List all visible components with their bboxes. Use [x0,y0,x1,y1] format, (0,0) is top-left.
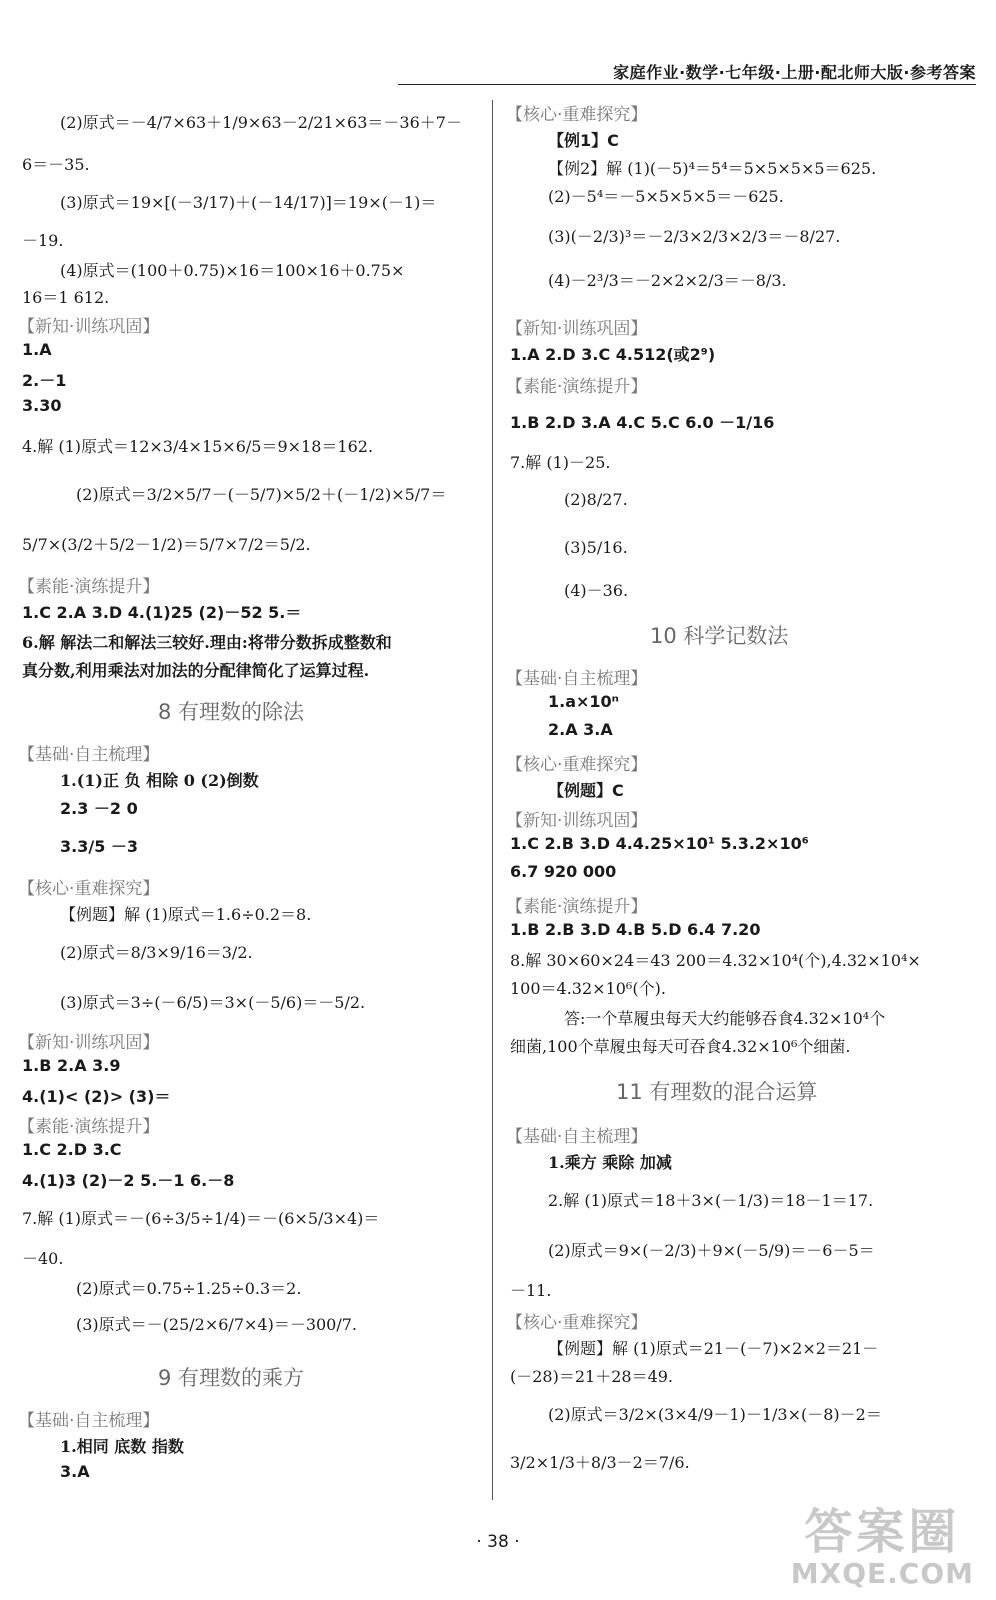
answer-line: 3.3/5 －3 [60,837,139,856]
answer-line: 1.C 2.A 3.D 4.(1)25 (2)－52 5.＝ [22,603,302,622]
section-heading: 【素能·演练提升】 [18,577,160,597]
answer-line: 1.C 2.D 3.C [22,1140,122,1159]
text-line: (2)原式＝9×(－2/3)＋9×(－5/9)＝－6－5＝ [548,1241,875,1260]
section-heading: 【新知·训练巩固】 [506,811,648,831]
text-line: (2)－5⁴＝－5×5×5×5＝－625. [548,187,784,206]
lesson-title: 10 科学记数法 [650,624,789,648]
text-line: 细菌,100个草履虫每天可吞食4.32×10⁶个细菌. [510,1037,851,1056]
answer-line: 【例题】C [548,781,624,800]
section-heading: 【素能·演练提升】 [18,1117,160,1137]
text-line: (2)原式＝3/2×(3×4/9－1)－1/3×(－8)－2＝ [548,1405,882,1424]
page-header: 家庭作业·数学·七年级·上册·配北师大版·参考答案 [613,63,976,82]
text-line: 6.解 解法二和解法三较好.理由:将带分数拆成整数和 [22,633,392,652]
header-rule [398,84,976,85]
text-line: 2.解 (1)原式＝18＋3×(－1/3)＝18－1＝17. [548,1191,874,1210]
text-line: 7.解 (1)原式＝－(6÷3/5÷1/4)＝－(6×5/3×4)＝ [22,1209,380,1228]
text-line: (3)原式＝3÷(－6/5)＝3×(－5/6)＝－5/2. [60,993,366,1012]
text-line: 5/7×(3/2＋5/2－1/2)＝5/7×7/2＝5/2. [22,535,311,554]
text-line: (2)8/27. [564,490,628,509]
text-line: 4.解 (1)原式＝12×3/4×15×6/5＝9×18＝162. [22,437,374,456]
answer-line: 【例1】C [548,131,619,150]
text-line: 8.解 30×60×24＝43 200＝4.32×10⁴(个),4.32×10⁴× [510,951,921,970]
section-heading: 【核心·重难探究】 [506,755,648,775]
lesson-title: 8 有理数的除法 [158,700,305,724]
answer-line: 3.30 [22,396,62,415]
section-heading: 【素能·演练提升】 [506,377,648,397]
text-line: －19. [22,231,64,250]
text-line: (2)原式＝－4/7×63＋1/9×63－2/21×63＝－36＋7－ [60,113,462,132]
section-heading: 【基础·自主梳理】 [18,1411,160,1431]
text-line: 16＝1 612. [22,288,110,307]
text-line: (3)(－2/3)³＝－2/3×2/3×2/3＝－8/27. [548,227,841,246]
text-line: －11. [510,1281,552,1300]
text-line: (3)原式＝19×[(－3/17)＋(－14/17)]＝19×(－1)＝ [60,193,437,212]
watermark-logo [790,1504,974,1590]
text-line: (2)原式＝8/3×9/16＝3/2. [60,943,253,962]
text-line: 【例题】解 (1)原式＝21－(－7)×2×2＝21－ [548,1339,879,1358]
text-line: 6＝－35. [22,155,90,174]
text-line: 100＝4.32×10⁶(个). [510,979,666,998]
text-line: 7.解 (1)－25. [510,453,611,472]
answer-line: 1.A [22,340,52,359]
text-line: 真分数,利用乘法对加法的分配律简化了运算过程. [22,661,370,680]
lesson-title: 9 有理数的乘方 [158,1366,305,1390]
column-divider [492,100,493,1500]
answer-line: 6.7 920 000 [510,862,617,881]
section-heading: 【核心·重难探究】 [506,105,648,125]
answer-line: 1.B 2.D 3.A 4.C 5.C 6.0 －1/16 [510,413,775,432]
text-line: 【例2】解 (1)(－5)⁴＝5⁴＝5×5×5×5＝625. [548,159,877,178]
lesson-title: 11 有理数的混合运算 [616,1080,818,1104]
section-heading: 【基础·自主梳理】 [18,745,160,765]
section-heading: 【核心·重难探究】 [18,879,160,899]
answer-line: 1.B 2.A 3.9 [22,1056,121,1075]
answer-line: 1.a×10ⁿ [548,692,619,711]
text-line: (4)－36. [564,581,629,600]
text-line: 答:一个草履虫每天大约能够吞食4.32×10⁴个 [564,1009,886,1028]
section-heading: 【新知·训练巩固】 [18,1033,160,1053]
page-number: · 38 · [476,1532,520,1552]
answer-line: 4.(1)3 (2)－2 5.－1 6.－8 [22,1171,235,1190]
answer-line: 1.相同 底数 指数 [60,1437,184,1456]
text-line: (3)原式＝－(25/2×6/7×4)＝－300/7. [76,1315,358,1334]
section-heading: 【新知·训练巩固】 [506,319,648,339]
section-heading: 【基础·自主梳理】 [506,1127,648,1147]
section-heading: 【素能·演练提升】 [506,897,648,917]
answer-line: 1.B 2.B 3.D 4.B 5.D 6.4 7.20 [510,920,761,939]
text-line: 3/2×1/3＋8/3－2＝7/6. [510,1453,690,1472]
answer-line: 2.－1 [22,371,67,390]
text-line: (4)原式＝(100＋0.75)×16＝100×16＋0.75× [60,261,405,280]
answer-line: 1.A 2.D 3.C 4.512(或2⁹) [510,345,716,364]
answer-line: 1.C 2.B 3.D 4.4.25×10¹ 5.3.2×10⁶ [510,834,809,853]
answer-line: 1.(1)正 负 相除 0 (2)倒数 [60,771,259,790]
watermark-text: 答案圈 [804,1504,961,1560]
answer-line: 2.A 3.A [548,720,613,739]
text-line: (2)原式＝3/2×5/7－(－5/7)×5/2＋(－1/2)×5/7＝ [76,485,447,504]
text-line: (－28)＝21＋28＝49. [510,1367,674,1386]
text-line: (4)－2³/3＝－2×2×2/3＝－8/3. [548,271,787,290]
answer-line: 1.乘方 乘除 加减 [548,1153,672,1172]
text-line: 【例题】解 (1)原式＝1.6÷0.2＝8. [60,905,312,924]
answer-line: 2.3 －2 0 [60,799,138,818]
section-heading: 【基础·自主梳理】 [506,669,648,689]
section-heading: 【新知·训练巩固】 [18,317,160,337]
text-line: (3)5/16. [564,538,628,557]
answer-line: 3.A [60,1462,90,1481]
watermark-url: MXQE.COM [790,1557,974,1590]
text-line: －40. [22,1249,64,1268]
text-line: (2)原式＝0.75÷1.25÷0.3＝2. [76,1279,302,1298]
answer-line: 4.(1)< (2)> (3)＝ [22,1087,171,1106]
section-heading: 【核心·重难探究】 [506,1313,648,1333]
